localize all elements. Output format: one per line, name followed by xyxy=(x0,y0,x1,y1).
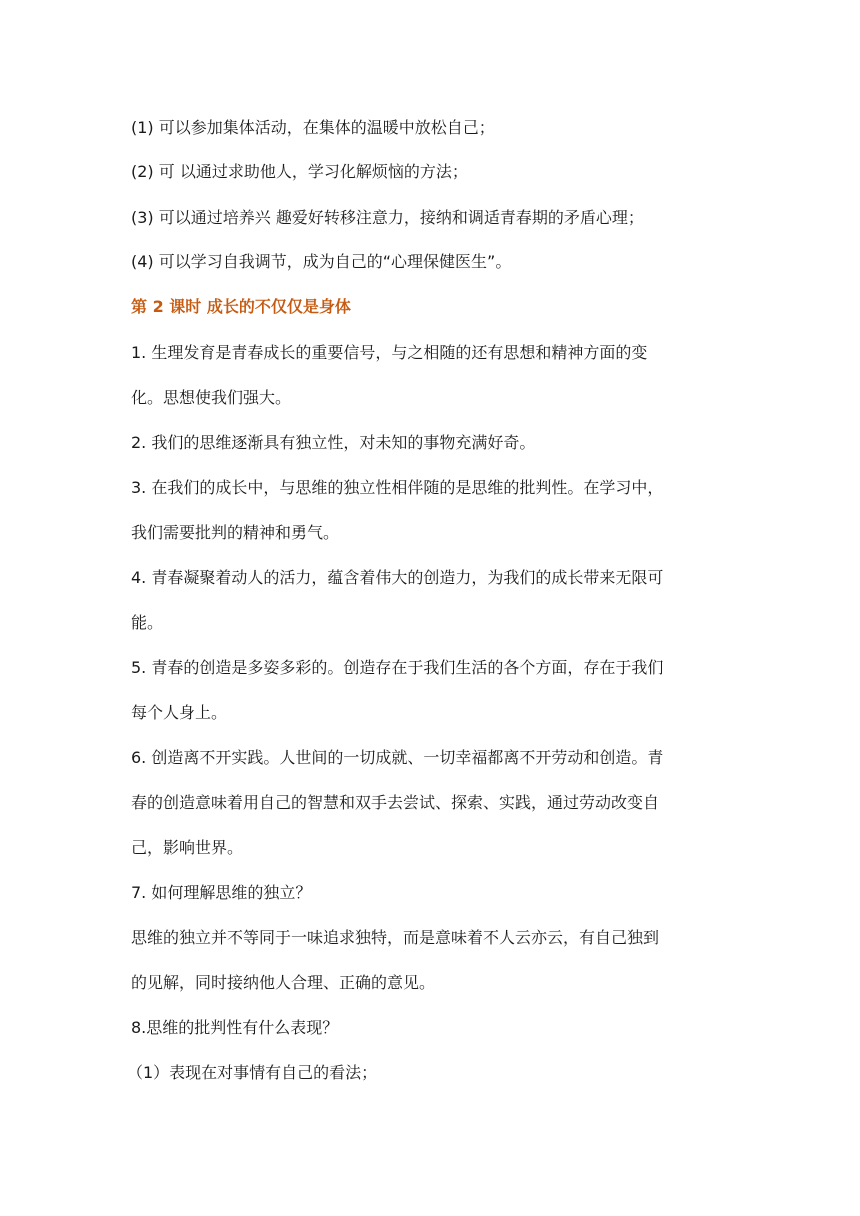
paragraph-line: 能。 xyxy=(131,613,164,632)
paragraph-line: 己，影响世界。 xyxy=(131,838,244,857)
paragraph-line: 1. 生理发育是青春成长的重要信号，与之相随的还有思想和精神方面的变 xyxy=(131,343,648,362)
paragraph-line: 2. 我们的思维逐渐具有独立性，对未知的事物充满好奇。 xyxy=(131,433,536,452)
list-item: (3) 可以通过培养兴 趣爱好转移注意力，接纳和调适青春期的矛盾心理； xyxy=(131,208,644,227)
paragraph-line: 春的创造意味着用自己的智慧和双手去尝试、探索、实践，通过劳动改变自 xyxy=(131,793,660,812)
paragraph-line: 化。思想使我们强大。 xyxy=(131,388,292,407)
paragraph-line: 思维的独立并不等同于一味追求独特，而是意味着不人云亦云，有自己独到 xyxy=(131,928,660,947)
paragraph-line: 的见解，同时接纳他人合理、正确的意见。 xyxy=(131,973,436,992)
paragraph-line: 4. 青春凝聚着动人的活力，蕴含着伟大的创造力，为我们的成长带来无限可 xyxy=(131,568,664,587)
list-item: (4) 可以学习自我调节，成为自己的“心理保健医生”。 xyxy=(131,252,512,271)
section-heading: 第 2 课时 成长的不仅仅是身体 xyxy=(131,297,351,316)
paragraph-line: 3. 在我们的成长中，与思维的独立性相伴随的是思维的批判性。在学习中， xyxy=(131,478,664,497)
list-item: (2) 可 以通过求助他人，学习化解烦恼的方法； xyxy=(131,162,468,181)
paragraph-line: （1）表现在对事情有自己的看法； xyxy=(127,1063,378,1082)
paragraph-line: 每个人身上。 xyxy=(131,703,228,722)
paragraph-line: 我们需要批判的精神和勇气。 xyxy=(131,523,340,542)
paragraph-line: 8.思维的批判性有什么表现？ xyxy=(131,1018,339,1037)
paragraph-line: 7. 如何理解思维的独立？ xyxy=(131,883,312,902)
paragraph-line: 6. 创造离不开实践。人世间的一切成就、一切幸福都离不开劳动和创造。青 xyxy=(131,748,664,767)
paragraph-line: 5. 青春的创造是多姿多彩的。创造存在于我们生活的各个方面，存在于我们 xyxy=(131,658,664,677)
list-item: (1) 可以参加集体活动，在集体的温暖中放松自己； xyxy=(131,118,495,137)
